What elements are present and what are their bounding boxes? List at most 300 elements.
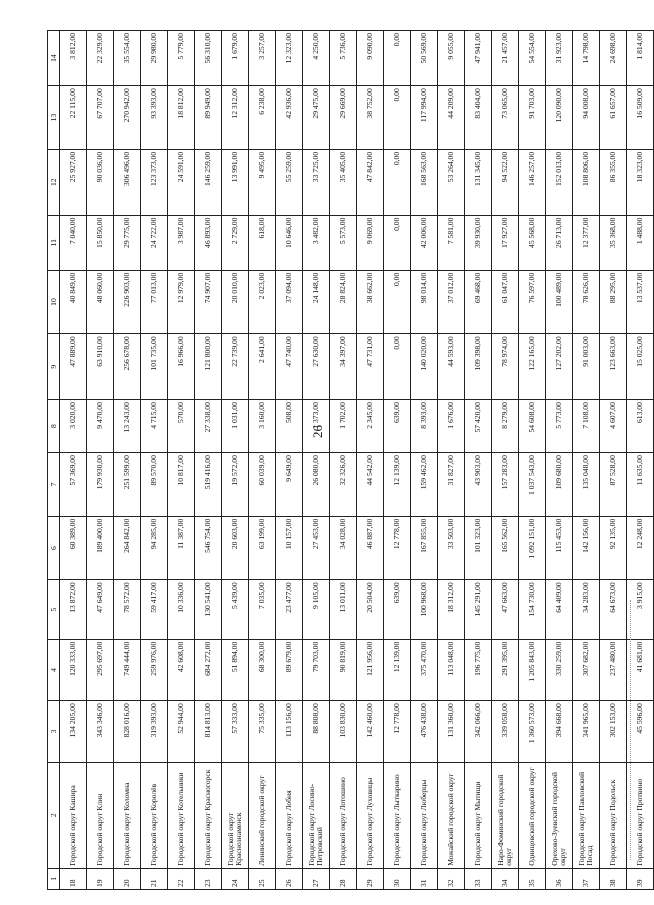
value-cell: 12 139,00 — [384, 453, 411, 517]
value-cell: 90 819,00 — [330, 639, 357, 701]
value-cell: 19 572,00 — [222, 453, 249, 517]
row-number-cell: 21 — [141, 868, 168, 889]
value-cell: 29 475,00 — [303, 86, 330, 150]
value-cell: 39 930,00 — [465, 215, 492, 270]
value-cell: 89 679,00 — [276, 639, 303, 701]
value-cell: 1 031,00 — [222, 400, 249, 453]
value-cell: 37 094,00 — [276, 270, 303, 334]
value-cell: 47 731,00 — [357, 334, 384, 400]
value-cell: 7 035,00 — [249, 580, 276, 639]
value-cell: 508,00 — [276, 400, 303, 453]
value-cell: 13 537,00 — [627, 270, 654, 334]
row-number-cell: 33 — [465, 868, 492, 889]
value-cell: 21 457,00 — [492, 31, 519, 86]
value-cell: 23 477,00 — [276, 580, 303, 639]
value-cell: 42 608,00 — [168, 639, 195, 701]
value-cell: 135 048,00 — [573, 453, 600, 517]
value-cell: 34 397,00 — [330, 334, 357, 400]
value-cell: 4 250,00 — [303, 31, 330, 86]
column-header: 1 — [48, 868, 60, 889]
value-cell: 9 055,00 — [438, 31, 465, 86]
table-row — [519, 31, 546, 890]
row-number-cell: 23 — [195, 868, 222, 889]
value-cell: 47 663,00 — [492, 580, 519, 639]
value-cell: 22 329,00 — [87, 31, 114, 86]
value-cell: 11 635,00 — [627, 453, 654, 517]
value-cell: 639,00 — [384, 400, 411, 453]
value-cell: 5 773,00 — [546, 400, 573, 453]
value-cell: 43 903,00 — [465, 453, 492, 517]
value-cell: 57 369,00 — [60, 453, 87, 517]
value-cell: 828 016,00 — [114, 701, 141, 763]
value-cell: 237 480,00 — [600, 639, 627, 701]
value-cell: 10 817,00 — [168, 453, 195, 517]
value-cell: 101 323,00 — [465, 516, 492, 580]
value-cell: 10 157,00 — [276, 516, 303, 580]
value-cell: 10 646,00 — [276, 215, 303, 270]
municipality-name-cell: Можайский городской округ — [438, 762, 465, 868]
value-cell: 330 259,00 — [546, 639, 573, 701]
municipality-name-cell: Городской округ Лосино-Петровский — [303, 762, 330, 868]
value-cell: 37 012,00 — [438, 270, 465, 334]
value-cell: 18 323,00 — [627, 149, 654, 215]
value-cell: 38 662,00 — [357, 270, 384, 334]
value-cell: 20 010,00 — [222, 270, 249, 334]
value-cell: 117 994,00 — [411, 86, 438, 150]
municipality-name-cell: Городской округ Подольск — [600, 762, 627, 868]
table-row — [573, 31, 600, 890]
value-cell: 79 703,00 — [303, 639, 330, 701]
value-cell: 13 011,00 — [330, 580, 357, 639]
row-number-cell: 32 — [438, 868, 465, 889]
value-cell: 613,00 — [627, 400, 654, 453]
value-cell: 34 283,00 — [573, 580, 600, 639]
value-cell: 16 966,00 — [168, 334, 195, 400]
value-cell: 47 941,00 — [465, 31, 492, 86]
value-cell: 29 775,00 — [114, 215, 141, 270]
value-cell: 131 345,00 — [465, 149, 492, 215]
value-cell: 86 355,00 — [600, 149, 627, 215]
column-header: 14 — [48, 31, 60, 86]
municipality-name-cell: Орехово-Зуевский городской округ — [546, 762, 573, 868]
value-cell: 1 679,00 — [222, 31, 249, 86]
scan-edge-mark — [630, 600, 634, 860]
municipality-name-cell: Ленинский городской округ — [249, 762, 276, 868]
value-cell: 22 739,00 — [222, 334, 249, 400]
value-cell: 291 395,00 — [492, 639, 519, 701]
value-cell: 94 522,00 — [492, 149, 519, 215]
value-cell: 6 238,00 — [249, 86, 276, 150]
value-cell: 2 641,00 — [249, 334, 276, 400]
value-cell: 18 812,00 — [168, 86, 195, 150]
value-cell: 57 333,00 — [222, 701, 249, 763]
value-cell: 47 740,00 — [276, 334, 303, 400]
column-header: 2 — [48, 762, 60, 868]
value-cell: 12 778,00 — [384, 516, 411, 580]
row-number-cell: 39 — [627, 868, 654, 889]
value-cell: 226 903,00 — [114, 270, 141, 334]
value-cell: 196 775,00 — [465, 639, 492, 701]
value-cell: 89 949,00 — [195, 86, 222, 150]
value-cell: 31 827,00 — [438, 453, 465, 517]
column-header: 11 — [48, 215, 60, 270]
value-cell: 5 779,00 — [168, 31, 195, 86]
value-cell: 167 855,00 — [411, 516, 438, 580]
value-cell: 168 563,00 — [411, 149, 438, 215]
value-cell: 295 697,00 — [87, 639, 114, 701]
value-cell: 29 669,00 — [330, 86, 357, 150]
value-cell: 814 813,00 — [195, 701, 222, 763]
value-cell: 570,00 — [168, 400, 195, 453]
value-cell: 394 668,00 — [546, 701, 573, 763]
row-number-cell: 22 — [168, 868, 195, 889]
municipality-name-cell: Городской округ Краснознаменск — [222, 762, 249, 868]
value-cell: 256 678,00 — [114, 334, 141, 400]
value-cell: 684 272,00 — [195, 639, 222, 701]
value-cell: 1 676,00 — [438, 400, 465, 453]
value-cell: 88 808,00 — [303, 701, 330, 763]
value-cell: 98 014,00 — [411, 270, 438, 334]
municipality-name-cell: Городской округ Королёв — [141, 762, 168, 868]
value-cell: 47 842,00 — [357, 149, 384, 215]
value-cell: 7 040,00 — [60, 215, 87, 270]
value-cell: 78 572,00 — [114, 580, 141, 639]
value-cell: 27 453,00 — [303, 516, 330, 580]
value-cell: 45 596,00 — [627, 701, 654, 763]
row-number-cell: 34 — [492, 868, 519, 889]
value-cell: 302 153,00 — [600, 701, 627, 763]
row-number-cell: 20 — [114, 868, 141, 889]
value-cell: 94 008,00 — [573, 86, 600, 150]
value-cell: 24 722,00 — [141, 215, 168, 270]
value-cell: 1 488,00 — [627, 215, 654, 270]
table-row — [330, 31, 357, 890]
row-number-cell: 38 — [600, 868, 627, 889]
row-number-cell: 28 — [330, 868, 357, 889]
row-number-cell: 19 — [87, 868, 114, 889]
municipality-name-cell: Городской округ Лотошино — [330, 762, 357, 868]
table-row — [141, 31, 168, 890]
value-cell: 26 713,00 — [546, 215, 573, 270]
value-cell: 131 360,00 — [438, 701, 465, 763]
value-cell: 64 673,00 — [600, 580, 627, 639]
value-cell: 78 626,00 — [573, 270, 600, 334]
table-row — [357, 31, 384, 890]
value-cell: 47 889,00 — [60, 334, 87, 400]
value-cell: 123 373,00 — [141, 149, 168, 215]
value-cell: 54 608,00 — [519, 400, 546, 453]
value-cell: 108 806,00 — [573, 149, 600, 215]
value-cell: 55 259,00 — [276, 149, 303, 215]
value-cell: 46 887,00 — [357, 516, 384, 580]
value-cell: 476 438,00 — [411, 701, 438, 763]
value-cell: 31 923,00 — [546, 31, 573, 86]
value-cell: 59 417,00 — [141, 580, 168, 639]
value-cell: 3 160,00 — [249, 400, 276, 453]
municipality-name-cell: Городской округ Павловский Посад — [573, 762, 600, 868]
value-cell: 44 542,00 — [357, 453, 384, 517]
value-cell: 41 681,00 — [627, 639, 654, 701]
value-cell: 77 013,00 — [141, 270, 168, 334]
value-cell: 0,00 — [384, 86, 411, 150]
value-cell: 341 965,00 — [573, 701, 600, 763]
value-cell: 27 630,00 — [303, 334, 330, 400]
value-cell: 2 345,00 — [357, 400, 384, 453]
value-cell: 145 291,00 — [465, 580, 492, 639]
value-cell: 93 393,00 — [141, 86, 168, 150]
value-cell: 69 468,00 — [465, 270, 492, 334]
value-cell: 33 725,00 — [303, 149, 330, 215]
value-cell: 50 569,00 — [411, 31, 438, 86]
table-row — [249, 31, 276, 890]
value-cell: 130 541,00 — [195, 580, 222, 639]
row-number-cell: 37 — [573, 868, 600, 889]
table-row — [60, 31, 87, 890]
value-cell: 44 209,00 — [438, 86, 465, 150]
value-cell: 9 470,00 — [87, 400, 114, 453]
value-cell: 3 482,00 — [303, 215, 330, 270]
value-cell: 14 798,00 — [573, 31, 600, 86]
value-cell: 2 023,00 — [249, 270, 276, 334]
value-cell: 11 387,00 — [168, 516, 195, 580]
value-cell: 20 603,00 — [222, 516, 249, 580]
table-row — [168, 31, 195, 890]
value-cell: 9 649,00 — [276, 453, 303, 517]
value-cell: 165 562,00 — [492, 516, 519, 580]
row-number-cell: 24 — [222, 868, 249, 889]
municipality-name-cell: Городской округ Лыткарино — [384, 762, 411, 868]
value-cell: 100 489,00 — [546, 270, 573, 334]
value-cell: 159 462,00 — [411, 453, 438, 517]
value-cell: 16 509,00 — [627, 86, 654, 150]
table-row — [465, 31, 492, 890]
value-cell: 35 368,00 — [600, 215, 627, 270]
municipality-name-cell: Городской округ Кашира — [60, 762, 87, 868]
value-cell: 61 657,00 — [600, 86, 627, 150]
value-cell: 146 257,00 — [519, 149, 546, 215]
value-cell: 120 333,00 — [60, 639, 87, 701]
value-cell: 270 942,00 — [114, 86, 141, 150]
value-cell: 87 528,00 — [600, 453, 627, 517]
value-cell: 29 980,00 — [141, 31, 168, 86]
value-cell: 35 554,00 — [114, 31, 141, 86]
value-cell: 27 338,00 — [195, 400, 222, 453]
value-cell: 12 139,00 — [384, 639, 411, 701]
value-cell: 53 264,00 — [438, 149, 465, 215]
row-number-cell: 35 — [519, 868, 546, 889]
value-cell: 12 248,00 — [627, 516, 654, 580]
value-cell: 307 682,00 — [573, 639, 600, 701]
value-cell: 63 910,00 — [87, 334, 114, 400]
value-cell: 251 599,00 — [114, 453, 141, 517]
value-cell: 121 956,00 — [357, 639, 384, 701]
table-row — [411, 31, 438, 890]
value-cell: 3 020,00 — [60, 400, 87, 453]
value-cell: 146 259,00 — [195, 149, 222, 215]
municipality-name-cell: Городской округ Коломна — [114, 762, 141, 868]
value-cell: 51 894,00 — [222, 639, 249, 701]
value-cell: 122 165,00 — [519, 334, 546, 400]
budget-table — [47, 30, 654, 890]
row-number-cell: 27 — [303, 868, 330, 889]
page-number: 26 — [310, 425, 325, 438]
table-row — [492, 31, 519, 890]
value-cell: 319 393,00 — [141, 701, 168, 763]
table-row — [303, 31, 330, 890]
value-cell: 8 393,00 — [411, 400, 438, 453]
row-number-cell: 26 — [276, 868, 303, 889]
value-cell: 1 037 543,00 — [519, 453, 546, 517]
value-cell: 10 336,00 — [168, 580, 195, 639]
value-cell: 15 850,00 — [87, 215, 114, 270]
value-cell: 1 205 843,00 — [519, 639, 546, 701]
value-cell: 91 703,00 — [519, 86, 546, 150]
table-row — [222, 31, 249, 890]
value-cell: 109 680,00 — [546, 453, 573, 517]
value-cell: 259 976,00 — [141, 639, 168, 701]
column-header: 13 — [48, 86, 60, 150]
value-cell: 12 979,00 — [168, 270, 195, 334]
value-cell: 103 830,00 — [330, 701, 357, 763]
column-header: 4 — [48, 639, 60, 701]
value-cell: 134 205,00 — [60, 701, 87, 763]
value-cell: 12 323,00 — [276, 31, 303, 86]
value-cell: 73 065,00 — [492, 86, 519, 150]
row-number-cell: 25 — [249, 868, 276, 889]
value-cell: 61 047,00 — [492, 270, 519, 334]
value-cell: 339 058,00 — [492, 701, 519, 763]
value-cell: 17 927,00 — [492, 215, 519, 270]
value-cell: 101 735,00 — [141, 334, 168, 400]
value-cell: 115 453,00 — [546, 516, 573, 580]
value-cell: 18 312,00 — [438, 580, 465, 639]
value-cell: 109 398,00 — [465, 334, 492, 400]
value-cell: 7 581,00 — [438, 215, 465, 270]
value-cell: 42 006,00 — [411, 215, 438, 270]
value-cell: 22 115,00 — [60, 86, 87, 150]
municipality-name-cell: Одинцовский городской округ — [519, 762, 546, 868]
value-cell: 5 736,00 — [330, 31, 357, 86]
value-cell: 306 496,00 — [114, 149, 141, 215]
column-header: 3 — [48, 701, 60, 763]
value-cell: 0,00 — [384, 270, 411, 334]
value-cell: 75 335,00 — [249, 701, 276, 763]
value-cell: 0,00 — [384, 149, 411, 215]
value-cell: 120 090,00 — [546, 86, 573, 150]
value-cell: 57 420,00 — [465, 400, 492, 453]
value-cell: 52 944,00 — [168, 701, 195, 763]
column-header: 7 — [48, 453, 60, 517]
column-header: 10 — [48, 270, 60, 334]
value-cell: 9 495,00 — [249, 149, 276, 215]
value-cell: 749 444,00 — [114, 639, 141, 701]
value-cell: 67 707,00 — [87, 86, 114, 150]
value-cell: 264 842,00 — [114, 516, 141, 580]
value-cell: 9 069,00 — [357, 215, 384, 270]
value-cell: 0,00 — [384, 215, 411, 270]
value-cell: 60 389,00 — [60, 516, 87, 580]
value-cell: 25 927,00 — [60, 149, 87, 215]
table-row — [87, 31, 114, 890]
table-container — [47, 30, 654, 890]
value-cell: 26 080,00 — [303, 453, 330, 517]
value-cell: 519 416,00 — [195, 453, 222, 517]
value-cell: 113 048,00 — [438, 639, 465, 701]
value-cell: 60 039,00 — [249, 453, 276, 517]
municipality-name-cell: Городской округ Протвино — [627, 762, 654, 868]
value-cell: 12 377,00 — [573, 215, 600, 270]
value-cell: 618,00 — [249, 215, 276, 270]
value-cell: 1 814,00 — [627, 31, 654, 86]
row-number-cell: 29 — [357, 868, 384, 889]
value-cell: 13 872,00 — [60, 580, 87, 639]
header-row — [48, 31, 60, 890]
row-number-cell: 30 — [384, 868, 411, 889]
value-cell: 3 812,00 — [60, 31, 87, 86]
value-cell: 142 460,00 — [357, 701, 384, 763]
table-row — [195, 31, 222, 890]
value-cell: 91 003,00 — [573, 334, 600, 400]
table-row — [546, 31, 573, 890]
value-cell: 4 715,00 — [141, 400, 168, 453]
row-number-cell: 36 — [546, 868, 573, 889]
row-number-cell: 31 — [411, 868, 438, 889]
value-cell: 78 974,00 — [492, 334, 519, 400]
value-cell: 32 326,00 — [330, 453, 357, 517]
value-cell: 1 092 151,00 — [519, 516, 546, 580]
value-cell: 24 591,00 — [168, 149, 195, 215]
value-cell: 35 405,00 — [330, 149, 357, 215]
value-cell: 1 702,00 — [330, 400, 357, 453]
column-header: 9 — [48, 334, 60, 400]
value-cell: 83 404,00 — [465, 86, 492, 150]
municipality-name-cell: Городской округ Мытищи — [465, 762, 492, 868]
value-cell: 28 824,00 — [330, 270, 357, 334]
municipality-name-cell: Городской округ Котельники — [168, 762, 195, 868]
value-cell: 142 156,00 — [573, 516, 600, 580]
column-header: 8 — [48, 400, 60, 453]
value-cell: 92 135,00 — [600, 516, 627, 580]
municipality-name-cell: Городской округ Луховицы — [357, 762, 384, 868]
value-cell: 47 649,00 — [87, 580, 114, 639]
value-cell: 5 573,00 — [330, 215, 357, 270]
table-row — [114, 31, 141, 890]
value-cell: 343 346,00 — [87, 701, 114, 763]
value-cell: 1 360 573,00 — [519, 701, 546, 763]
value-cell: 7 108,00 — [573, 400, 600, 453]
value-cell: 89 570,00 — [141, 453, 168, 517]
table-row — [276, 31, 303, 890]
value-cell: 100 968,00 — [411, 580, 438, 639]
value-cell: 375 470,00 — [411, 639, 438, 701]
value-cell: 179 930,00 — [87, 453, 114, 517]
table-row — [384, 31, 411, 890]
value-cell: 45 568,00 — [519, 215, 546, 270]
value-cell: 13 243,00 — [114, 400, 141, 453]
value-cell: 68 300,00 — [249, 639, 276, 701]
value-cell: 63 199,00 — [249, 516, 276, 580]
municipality-name-cell: Городской округ Люберцы — [411, 762, 438, 868]
value-cell: 90 036,00 — [87, 149, 114, 215]
value-cell: 15 025,00 — [627, 334, 654, 400]
value-cell: 46 893,00 — [195, 215, 222, 270]
value-cell: 113 156,00 — [276, 701, 303, 763]
municipality-name-cell: Городской округ Клин — [87, 762, 114, 868]
value-cell: 154 730,00 — [519, 580, 546, 639]
value-cell: 189 400,00 — [87, 516, 114, 580]
value-cell: 123 663,00 — [600, 334, 627, 400]
value-cell: 5 439,00 — [222, 580, 249, 639]
